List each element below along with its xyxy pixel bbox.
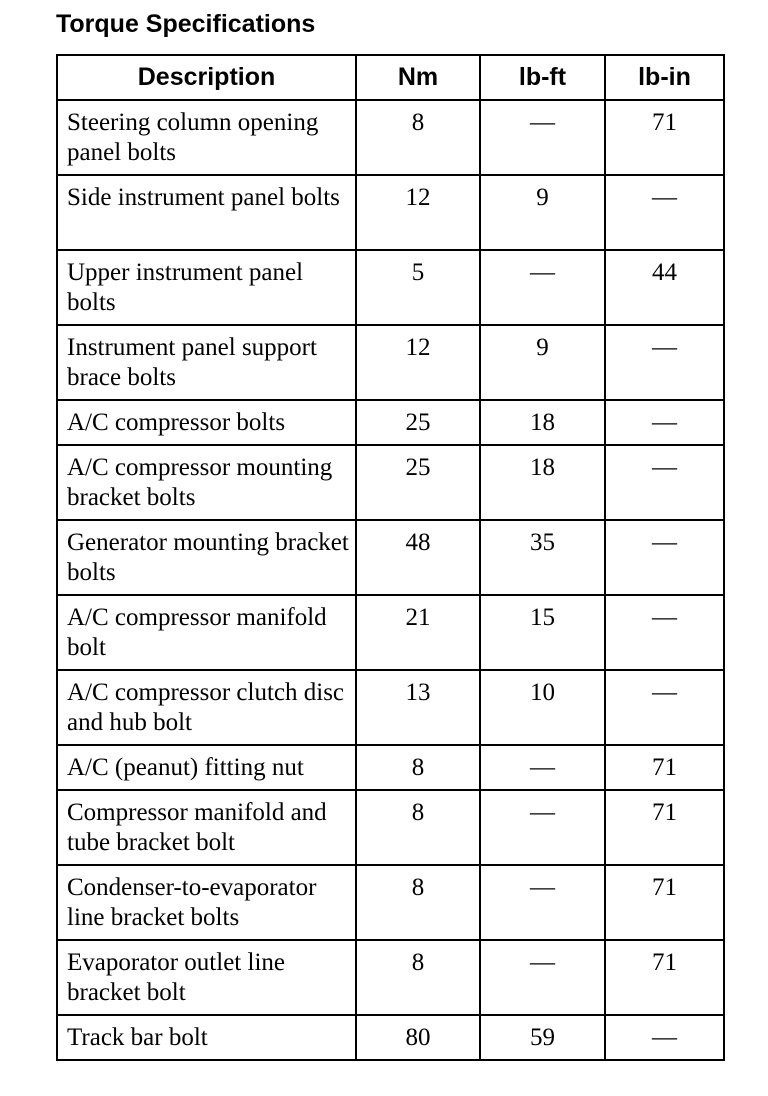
row-description: Side instrument panel bolts [57,175,356,250]
table-row [57,940,724,1015]
row-lb-in: 44 [605,250,724,325]
row-lb-in: — [605,175,724,250]
row-description: Compressor manifold and tube bracket bolt [57,790,356,865]
row-description: Instrument panel support brace bolts [57,325,356,400]
row-lb-ft: — [480,100,605,175]
row-nm: 25 [356,400,480,445]
row-lb-in: 71 [605,100,724,175]
table-row [57,595,724,670]
table-header-row [57,55,724,100]
row-description: Track bar bolt [57,1015,356,1060]
row-lb-ft: — [480,940,605,1015]
row-lb-ft: — [480,790,605,865]
row-nm: 8 [356,100,480,175]
table-row [57,865,724,940]
row-nm: 21 [356,595,480,670]
row-lb-in: — [605,595,724,670]
row-description: A/C compressor bolts [57,400,356,445]
row-description: A/C compressor clutch disc and hub bolt [57,670,356,745]
row-lb-in: 71 [605,745,724,790]
row-nm: 8 [356,940,480,1015]
row-nm: 25 [356,445,480,520]
table-row [57,250,724,325]
header-description: Description [57,55,356,100]
row-nm: 13 [356,670,480,745]
row-lb-in: — [605,400,724,445]
row-nm: 8 [356,790,480,865]
row-lb-ft: 15 [480,595,605,670]
table-row [57,175,724,250]
row-lb-in: — [605,445,724,520]
header-lb-ft: lb-ft [480,55,605,100]
row-lb-in: — [605,520,724,595]
row-lb-ft: 9 [480,175,605,250]
table-row [57,1015,724,1060]
row-lb-in: 71 [605,790,724,865]
header-nm: Nm [356,55,480,100]
row-lb-ft: — [480,865,605,940]
row-description: A/C (peanut) fitting nut [57,745,356,790]
table-row [57,445,724,520]
row-lb-in: — [605,670,724,745]
row-nm: 12 [356,325,480,400]
row-lb-ft: 18 [480,400,605,445]
row-description: A/C compressor mounting bracket bolts [57,445,356,520]
row-nm: 80 [356,1015,480,1060]
table-row [57,790,724,865]
row-description: A/C compressor manifold bolt [57,595,356,670]
row-description: Upper instrument panel bolts [57,250,356,325]
row-lb-in: — [605,325,724,400]
row-lb-in: — [605,1015,724,1060]
row-description: Steering column opening panel bolts [57,100,356,175]
row-nm: 5 [356,250,480,325]
row-lb-in: 71 [605,940,724,1015]
row-lb-ft: 10 [480,670,605,745]
row-lb-ft: — [480,745,605,790]
row-description: Condenser-to-evaporator line bracket bolts [57,865,356,940]
table-row [57,670,724,745]
row-lb-ft: — [480,250,605,325]
torque-spec-table [56,54,725,1061]
table-row [57,745,724,790]
row-lb-ft: 18 [480,445,605,520]
table-row [57,520,724,595]
table-row [57,100,724,175]
row-lb-ft: 59 [480,1015,605,1060]
row-nm: 8 [356,865,480,940]
row-lb-ft: 9 [480,325,605,400]
table-row [57,325,724,400]
row-nm: 48 [356,520,480,595]
row-description: Generator mounting bracket bolts [57,520,356,595]
row-lb-ft: 35 [480,520,605,595]
row-nm: 8 [356,745,480,790]
row-nm: 12 [356,175,480,250]
row-description: Evaporator outlet line bracket bolt [57,940,356,1015]
page-title: Torque Specifications [56,10,316,38]
row-lb-in: 71 [605,865,724,940]
table-row [57,400,724,445]
header-lb-in: lb-in [605,55,724,100]
